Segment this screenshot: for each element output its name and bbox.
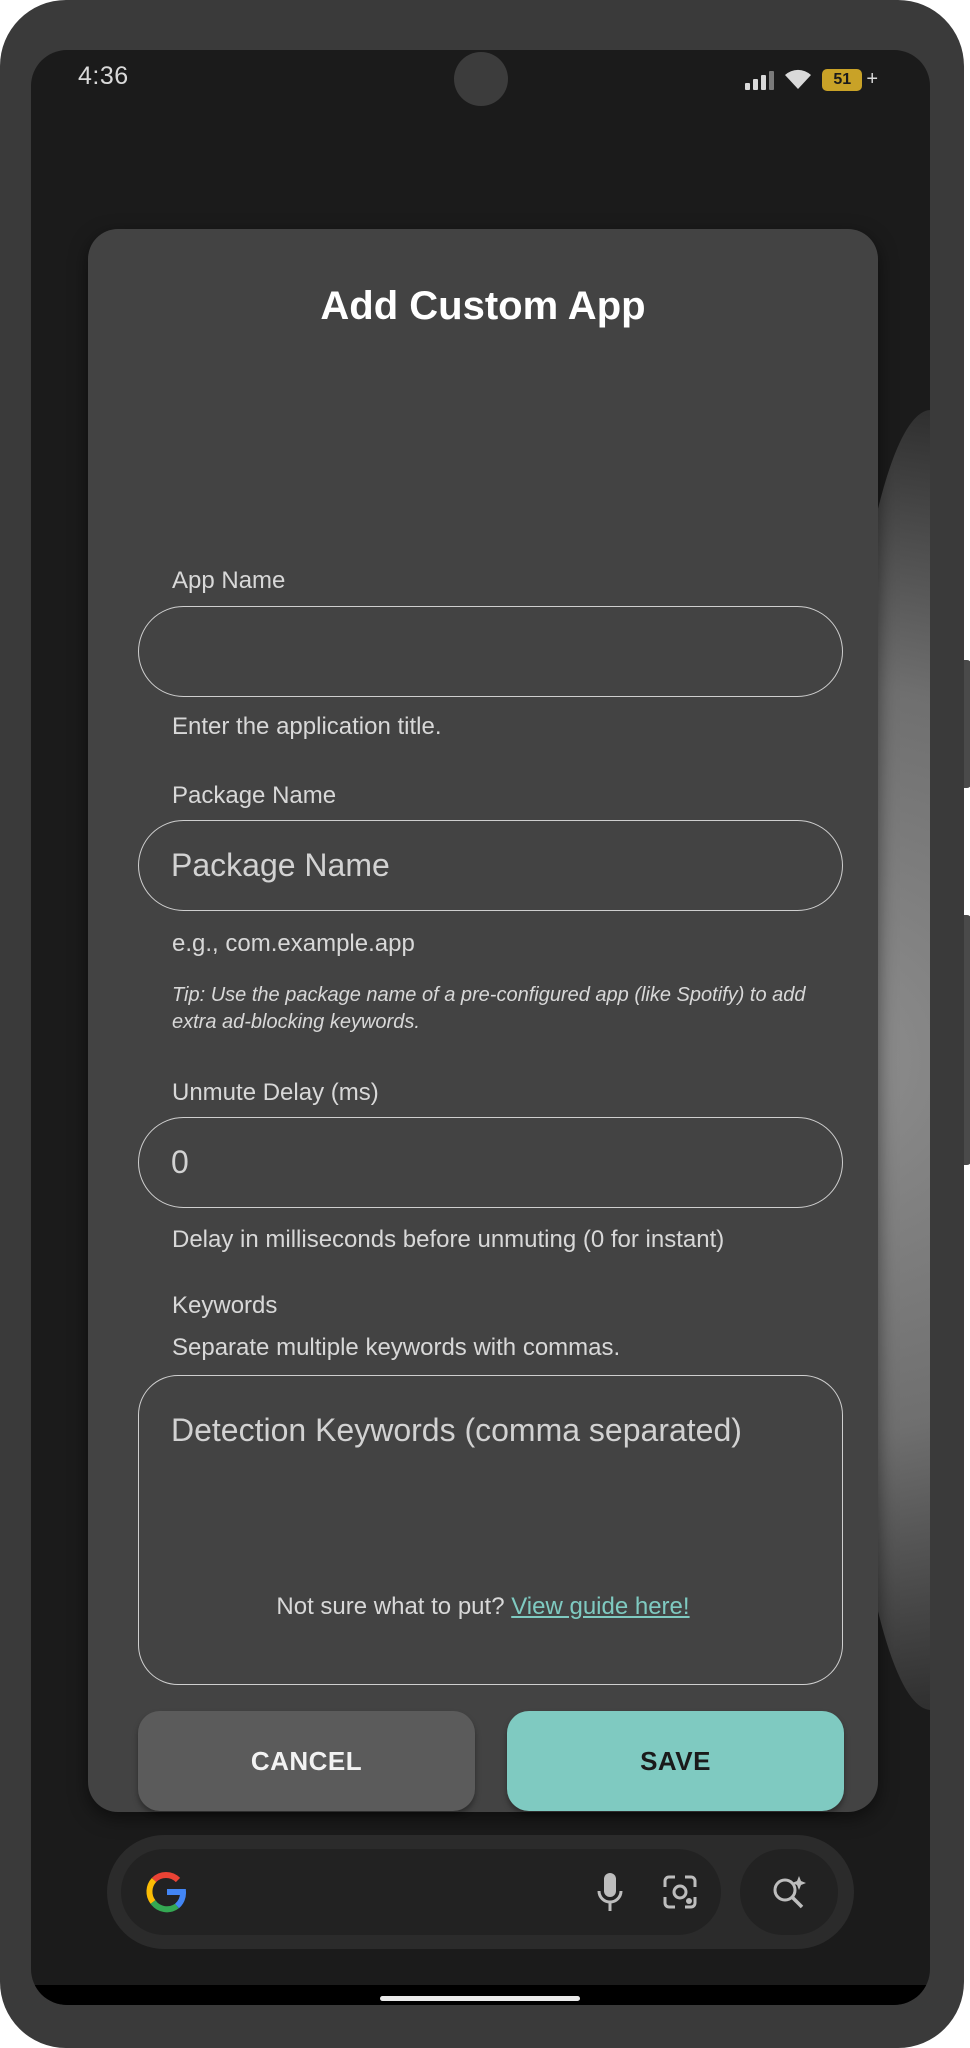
keywords-textarea[interactable] [138,1375,843,1685]
guide-line [88,1593,878,1621]
ai-search-icon [769,1872,809,1912]
unmute-delay-input[interactable]: 0 [138,1117,843,1208]
keywords-placeholder: Detection Keywords (comma separated) [171,1412,742,1448]
view-guide-link[interactable]: View guide here! [511,1593,690,1620]
package-name-helper: e.g., com.example.app [172,930,415,957]
battery-level: 51 [833,70,852,88]
unmute-delay-label: Unmute Delay (ms) [172,1079,379,1106]
status-icons [745,68,878,91]
wifi-icon [784,69,812,91]
package-name-tip: Tip: Use the package name of a pre-configured app (like Spotify) to add extra ad-blocking keywords. [172,984,806,1033]
unmute-delay-helper: Delay in milliseconds before unmuting (0 for instant) [172,1226,725,1253]
status-time: 4:36 [78,62,129,90]
power-button [964,660,970,788]
home-indicator[interactable] [380,1996,580,2001]
microphone-icon[interactable] [596,1869,624,1915]
ai-search-button[interactable] [740,1849,838,1935]
keywords-subtitle: Separate multiple keywords with commas. [172,1334,621,1361]
app-name-input[interactable] [138,606,843,697]
dialog-title: Add Custom App [320,284,646,328]
keywords-label: Keywords [172,1292,278,1319]
search-field[interactable] [121,1849,721,1935]
cancel-button[interactable]: CANCEL [138,1711,475,1811]
app-name-helper: Enter the application title. [172,713,442,740]
nav-bar [31,1985,930,2005]
google-logo-icon [143,1869,189,1915]
package-name-placeholder: Package Name [171,847,390,883]
package-name-input[interactable] [138,820,843,911]
charging-icon: + [866,68,878,90]
guide-prompt: Not sure what to put? [276,1593,505,1620]
package-name-label: Package Name [172,782,337,809]
front-camera [454,52,508,106]
google-search-bar[interactable] [107,1835,854,1949]
signal-icon [745,70,774,90]
battery-icon [822,69,862,91]
add-custom-app-dialog [88,229,878,1812]
status-bar [31,50,930,110]
save-button[interactable]: SAVE [507,1711,844,1811]
volume-button [964,915,970,1165]
app-name-label: App Name [172,567,286,594]
phone-screen [31,50,930,2005]
lens-icon[interactable] [661,1873,699,1911]
